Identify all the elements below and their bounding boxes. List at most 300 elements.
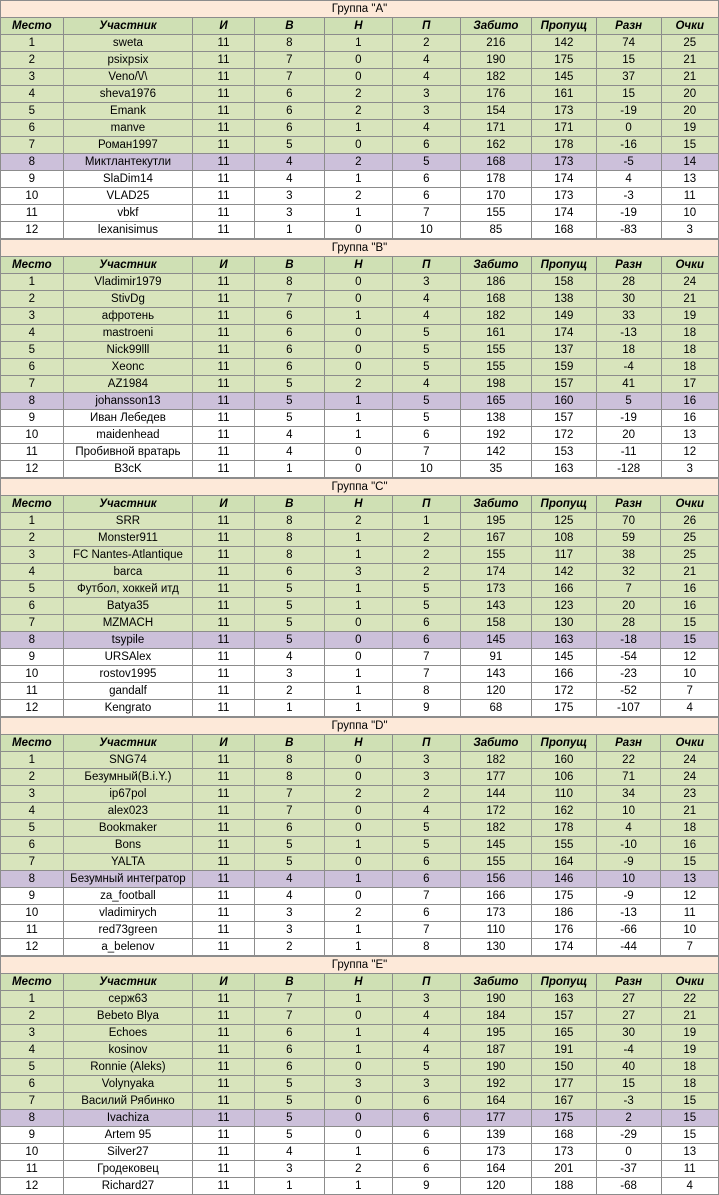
table-cell: 10 xyxy=(1,1144,64,1161)
table-cell: 13 xyxy=(661,427,719,444)
table-cell: 11 xyxy=(193,786,255,803)
table-cell: 3 xyxy=(1,69,64,86)
participant-name: Silver27 xyxy=(63,1144,193,1161)
table-cell: 149 xyxy=(531,308,596,325)
table-cell: 68 xyxy=(460,700,531,717)
table-cell: 0 xyxy=(324,274,392,291)
participant-name: sheva1976 xyxy=(63,86,193,103)
table-cell: 7 xyxy=(254,1008,324,1025)
group-title-row xyxy=(1,1,719,18)
table-cell: 173 xyxy=(531,154,596,171)
table-row xyxy=(1,1076,719,1093)
table-cell: 164 xyxy=(531,854,596,871)
table-cell: 5 xyxy=(254,393,324,410)
table-row xyxy=(1,410,719,427)
table-cell: 2 xyxy=(392,530,460,547)
table-cell: 165 xyxy=(531,1025,596,1042)
table-cell: 4 xyxy=(392,376,460,393)
participant-name: alex023 xyxy=(63,803,193,820)
table-cell: 6 xyxy=(392,854,460,871)
table-cell: 12 xyxy=(661,888,719,905)
table-row xyxy=(1,222,719,239)
table-cell: 2 xyxy=(1,291,64,308)
table-row xyxy=(1,598,719,615)
table-cell: 5 xyxy=(392,342,460,359)
table-cell: -19 xyxy=(596,410,661,427)
column-header: В xyxy=(254,735,324,752)
table-cell: 201 xyxy=(531,1161,596,1178)
table-cell: 1 xyxy=(324,871,392,888)
table-cell: 11 xyxy=(193,188,255,205)
column-header: Забито xyxy=(460,974,531,991)
column-header: В xyxy=(254,496,324,513)
table-cell: 5 xyxy=(392,359,460,376)
table-cell: 155 xyxy=(460,205,531,222)
table-cell: 157 xyxy=(531,1008,596,1025)
table-cell: 171 xyxy=(531,120,596,137)
table-cell: 11 xyxy=(193,393,255,410)
table-cell: 1 xyxy=(324,837,392,854)
table-row xyxy=(1,820,719,837)
table-cell: 11 xyxy=(193,1059,255,1076)
table-cell: 11 xyxy=(193,1178,255,1195)
table-cell: 11 xyxy=(193,820,255,837)
table-cell: 1 xyxy=(324,1025,392,1042)
table-row xyxy=(1,547,719,564)
table-cell: -19 xyxy=(596,103,661,120)
table-cell: 4 xyxy=(1,325,64,342)
table-cell: 3 xyxy=(254,905,324,922)
table-cell: -66 xyxy=(596,922,661,939)
table-cell: 6 xyxy=(392,1161,460,1178)
table-cell: 172 xyxy=(531,683,596,700)
participant-name: kosinov xyxy=(63,1042,193,1059)
table-cell: 8 xyxy=(392,939,460,956)
table-cell: 9 xyxy=(1,171,64,188)
table-cell: 15 xyxy=(661,137,719,154)
table-cell: 1 xyxy=(392,513,460,530)
table-cell: 174 xyxy=(531,205,596,222)
table-cell: 8 xyxy=(254,35,324,52)
table-cell: 1 xyxy=(324,1178,392,1195)
table-cell: 11 xyxy=(193,103,255,120)
column-header: Место xyxy=(1,974,64,991)
table-cell: 1 xyxy=(324,598,392,615)
table-row xyxy=(1,137,719,154)
table-row xyxy=(1,427,719,444)
table-cell: 4 xyxy=(1,86,64,103)
table-cell: 11 xyxy=(193,359,255,376)
group-table xyxy=(0,956,719,1195)
participant-name: a_belenov xyxy=(63,939,193,956)
table-cell: 3 xyxy=(1,547,64,564)
table-cell: 167 xyxy=(460,530,531,547)
participant-name: FC Nantes-Atlantique xyxy=(63,547,193,564)
column-header: Разн xyxy=(596,735,661,752)
table-cell: 10 xyxy=(1,905,64,922)
table-cell: 4 xyxy=(392,803,460,820)
table-cell: 173 xyxy=(531,188,596,205)
table-cell: 7 xyxy=(392,205,460,222)
table-cell: 1 xyxy=(324,922,392,939)
table-row xyxy=(1,1042,719,1059)
table-cell: 173 xyxy=(531,1144,596,1161)
participant-name: Kengrato xyxy=(63,700,193,717)
participant-name: lexanisimus xyxy=(63,222,193,239)
table-cell: 8 xyxy=(254,274,324,291)
table-cell: 11 xyxy=(193,461,255,478)
table-cell: 168 xyxy=(460,291,531,308)
table-row xyxy=(1,991,719,1008)
table-cell: 5 xyxy=(254,1127,324,1144)
table-cell: 11 xyxy=(193,1161,255,1178)
table-cell: 11 xyxy=(193,837,255,854)
table-cell: 1 xyxy=(324,1042,392,1059)
table-cell: 11 xyxy=(193,154,255,171)
table-cell: 11 xyxy=(193,564,255,581)
table-cell: 4 xyxy=(596,171,661,188)
table-cell: 6 xyxy=(392,1093,460,1110)
table-cell: 1 xyxy=(324,700,392,717)
table-cell: 12 xyxy=(1,461,64,478)
table-cell: 8 xyxy=(392,683,460,700)
table-cell: 15 xyxy=(661,1093,719,1110)
table-cell: 11 xyxy=(193,1093,255,1110)
table-cell: 16 xyxy=(661,410,719,427)
table-cell: 3 xyxy=(661,222,719,239)
table-cell: 5 xyxy=(1,342,64,359)
table-cell: 4 xyxy=(392,120,460,137)
column-header: Н xyxy=(324,496,392,513)
table-cell: 5 xyxy=(392,837,460,854)
participant-name: Безумный(B.i.Y.) xyxy=(63,769,193,786)
table-cell: 6 xyxy=(1,837,64,854)
table-cell: 11 xyxy=(193,854,255,871)
table-row xyxy=(1,513,719,530)
table-cell: 17 xyxy=(661,376,719,393)
table-cell: 2 xyxy=(1,769,64,786)
table-cell: 11 xyxy=(1,922,64,939)
participant-name: Иван Лебедев xyxy=(63,410,193,427)
table-cell: 4 xyxy=(1,1042,64,1059)
table-cell: 3 xyxy=(324,1076,392,1093)
table-cell: -4 xyxy=(596,1042,661,1059)
table-cell: 11 xyxy=(193,1110,255,1127)
table-cell: 20 xyxy=(596,427,661,444)
table-cell: 11 xyxy=(193,598,255,615)
table-cell: 1 xyxy=(324,683,392,700)
table-cell: 117 xyxy=(531,547,596,564)
table-cell: 138 xyxy=(531,291,596,308)
participant-name: Пробивной вратарь xyxy=(63,444,193,461)
table-cell: 182 xyxy=(460,308,531,325)
table-cell: 10 xyxy=(661,922,719,939)
table-cell: 11 xyxy=(661,1161,719,1178)
table-row xyxy=(1,666,719,683)
table-cell: 6 xyxy=(254,103,324,120)
table-cell: 27 xyxy=(596,991,661,1008)
table-cell: 12 xyxy=(1,1178,64,1195)
table-cell: 174 xyxy=(460,564,531,581)
table-cell: 11 xyxy=(193,274,255,291)
table-cell: 19 xyxy=(661,308,719,325)
participant-name: Artem 95 xyxy=(63,1127,193,1144)
table-cell: 37 xyxy=(596,69,661,86)
table-cell: 2 xyxy=(324,188,392,205)
column-header: Пропущ xyxy=(531,257,596,274)
table-cell: 6 xyxy=(254,1042,324,1059)
table-cell: 4 xyxy=(596,820,661,837)
table-row xyxy=(1,69,719,86)
table-cell: 11 xyxy=(193,513,255,530)
table-cell: 11 xyxy=(193,700,255,717)
table-row xyxy=(1,205,719,222)
table-cell: 2 xyxy=(324,786,392,803)
table-cell: 7 xyxy=(392,444,460,461)
table-cell: 10 xyxy=(1,427,64,444)
table-cell: 2 xyxy=(324,376,392,393)
table-cell: -83 xyxy=(596,222,661,239)
participant-name: psixpsix xyxy=(63,52,193,69)
group-title: Группа "D" xyxy=(1,718,719,735)
column-header: Забито xyxy=(460,496,531,513)
table-cell: 3 xyxy=(392,1076,460,1093)
table-cell: 7 xyxy=(661,939,719,956)
participant-name: vbkf xyxy=(63,205,193,222)
table-cell: 9 xyxy=(392,1178,460,1195)
table-row xyxy=(1,752,719,769)
table-cell: 0 xyxy=(324,820,392,837)
table-cell: 182 xyxy=(460,752,531,769)
participant-name: Richard27 xyxy=(63,1178,193,1195)
table-cell: 2 xyxy=(392,786,460,803)
table-cell: 70 xyxy=(596,513,661,530)
table-cell: 5 xyxy=(254,581,324,598)
table-cell: 8 xyxy=(254,530,324,547)
column-header: В xyxy=(254,257,324,274)
table-cell: 3 xyxy=(392,769,460,786)
column-header: П xyxy=(392,257,460,274)
participant-name: серж63 xyxy=(63,991,193,1008)
table-cell: -16 xyxy=(596,137,661,154)
table-cell: 3 xyxy=(661,461,719,478)
table-cell: 161 xyxy=(460,325,531,342)
table-cell: 177 xyxy=(460,769,531,786)
table-cell: 2 xyxy=(324,905,392,922)
table-row xyxy=(1,52,719,69)
table-cell: 8 xyxy=(254,769,324,786)
table-cell: 0 xyxy=(324,444,392,461)
table-cell: 20 xyxy=(596,598,661,615)
table-cell: 10 xyxy=(392,461,460,478)
table-cell: 1 xyxy=(324,530,392,547)
table-cell: 28 xyxy=(596,615,661,632)
participant-name: gandalf xyxy=(63,683,193,700)
table-cell: 1 xyxy=(1,513,64,530)
table-row xyxy=(1,103,719,120)
table-cell: 163 xyxy=(531,632,596,649)
table-cell: 4 xyxy=(1,803,64,820)
table-cell: 11 xyxy=(193,581,255,598)
table-cell: 9 xyxy=(1,888,64,905)
table-cell: 6 xyxy=(392,632,460,649)
table-cell: 4 xyxy=(392,52,460,69)
table-row xyxy=(1,803,719,820)
table-cell: 21 xyxy=(661,1008,719,1025)
table-cell: 1 xyxy=(1,35,64,52)
table-cell: 5 xyxy=(392,598,460,615)
table-cell: 8 xyxy=(1,1110,64,1127)
table-cell: 178 xyxy=(531,820,596,837)
table-cell: 2 xyxy=(324,86,392,103)
table-cell: 5 xyxy=(254,598,324,615)
table-cell: 1 xyxy=(324,410,392,427)
table-cell: 146 xyxy=(531,871,596,888)
table-cell: 106 xyxy=(531,769,596,786)
table-row xyxy=(1,86,719,103)
table-cell: 12 xyxy=(1,939,64,956)
table-cell: 16 xyxy=(661,581,719,598)
table-cell: 1 xyxy=(324,308,392,325)
table-cell: 6 xyxy=(254,86,324,103)
table-cell: 11 xyxy=(1,1161,64,1178)
table-cell: 7 xyxy=(254,991,324,1008)
table-cell: -10 xyxy=(596,837,661,854)
table-row xyxy=(1,171,719,188)
table-cell: 0 xyxy=(596,1144,661,1161)
column-header-row xyxy=(1,18,719,35)
table-cell: 18 xyxy=(661,359,719,376)
table-cell: 155 xyxy=(460,359,531,376)
table-cell: 11 xyxy=(193,922,255,939)
table-cell: 120 xyxy=(460,683,531,700)
table-cell: 91 xyxy=(460,649,531,666)
table-cell: -107 xyxy=(596,700,661,717)
table-cell: 24 xyxy=(661,769,719,786)
table-cell: 9 xyxy=(392,700,460,717)
table-cell: 143 xyxy=(460,666,531,683)
table-cell: 3 xyxy=(1,308,64,325)
table-cell: -44 xyxy=(596,939,661,956)
table-cell: 5 xyxy=(254,632,324,649)
table-row xyxy=(1,461,719,478)
table-cell: 6 xyxy=(392,137,460,154)
table-cell: 16 xyxy=(661,393,719,410)
table-cell: 155 xyxy=(531,837,596,854)
table-cell: 40 xyxy=(596,1059,661,1076)
table-cell: 13 xyxy=(661,171,719,188)
column-header: Место xyxy=(1,18,64,35)
participant-name: Echoes xyxy=(63,1025,193,1042)
table-cell: 182 xyxy=(460,69,531,86)
table-cell: 7 xyxy=(1,137,64,154)
table-row xyxy=(1,871,719,888)
table-cell: 162 xyxy=(460,137,531,154)
table-cell: 145 xyxy=(531,649,596,666)
table-cell: 166 xyxy=(531,666,596,683)
table-cell: 154 xyxy=(460,103,531,120)
table-cell: 6 xyxy=(254,820,324,837)
table-cell: 0 xyxy=(324,342,392,359)
table-cell: 177 xyxy=(460,1110,531,1127)
table-cell: 4 xyxy=(661,1178,719,1195)
table-cell: 164 xyxy=(460,1161,531,1178)
column-header: И xyxy=(193,974,255,991)
table-cell: 195 xyxy=(460,513,531,530)
table-cell: 5 xyxy=(254,1076,324,1093)
table-cell: 7 xyxy=(254,786,324,803)
table-cell: -37 xyxy=(596,1161,661,1178)
table-cell: 6 xyxy=(1,1076,64,1093)
table-row xyxy=(1,444,719,461)
table-cell: 0 xyxy=(324,1127,392,1144)
column-header: Пропущ xyxy=(531,18,596,35)
table-cell: 10 xyxy=(661,205,719,222)
table-cell: 138 xyxy=(460,410,531,427)
column-header-row xyxy=(1,974,719,991)
table-cell: 15 xyxy=(661,854,719,871)
column-header: В xyxy=(254,18,324,35)
column-header: Н xyxy=(324,18,392,35)
table-cell: 5 xyxy=(254,1093,324,1110)
table-cell: 0 xyxy=(324,1093,392,1110)
table-cell: 175 xyxy=(531,1110,596,1127)
table-cell: 198 xyxy=(460,376,531,393)
table-cell: 1 xyxy=(324,427,392,444)
table-cell: 1 xyxy=(324,1144,392,1161)
table-cell: 22 xyxy=(661,991,719,1008)
table-cell: 216 xyxy=(460,35,531,52)
table-row xyxy=(1,274,719,291)
table-cell: 5 xyxy=(392,154,460,171)
table-cell: 4 xyxy=(254,171,324,188)
table-cell: 11 xyxy=(193,683,255,700)
table-cell: 155 xyxy=(460,854,531,871)
table-cell: 0 xyxy=(324,752,392,769)
table-cell: 5 xyxy=(1,103,64,120)
table-cell: 9 xyxy=(1,1127,64,1144)
table-cell: 166 xyxy=(531,581,596,598)
table-row xyxy=(1,120,719,137)
table-cell: 174 xyxy=(531,325,596,342)
table-cell: 5 xyxy=(254,854,324,871)
table-cell: 15 xyxy=(661,1127,719,1144)
table-cell: 123 xyxy=(531,598,596,615)
table-cell: 186 xyxy=(460,274,531,291)
table-cell: 108 xyxy=(531,530,596,547)
table-cell: 0 xyxy=(324,222,392,239)
table-cell: 4 xyxy=(392,1008,460,1025)
group-title-row xyxy=(1,718,719,735)
table-cell: 4 xyxy=(392,69,460,86)
table-cell: 3 xyxy=(254,922,324,939)
table-cell: 159 xyxy=(531,359,596,376)
table-cell: 5 xyxy=(392,1059,460,1076)
table-cell: 11 xyxy=(193,308,255,325)
table-cell: 10 xyxy=(1,188,64,205)
table-cell: 6 xyxy=(254,120,324,137)
table-cell: 13 xyxy=(661,1144,719,1161)
table-cell: 0 xyxy=(324,854,392,871)
table-cell: 173 xyxy=(531,103,596,120)
table-cell: 11 xyxy=(193,342,255,359)
table-cell: 5 xyxy=(254,615,324,632)
table-cell: 2 xyxy=(392,564,460,581)
table-cell: 11 xyxy=(193,1042,255,1059)
column-header: И xyxy=(193,735,255,752)
table-row xyxy=(1,700,719,717)
table-cell: -13 xyxy=(596,905,661,922)
